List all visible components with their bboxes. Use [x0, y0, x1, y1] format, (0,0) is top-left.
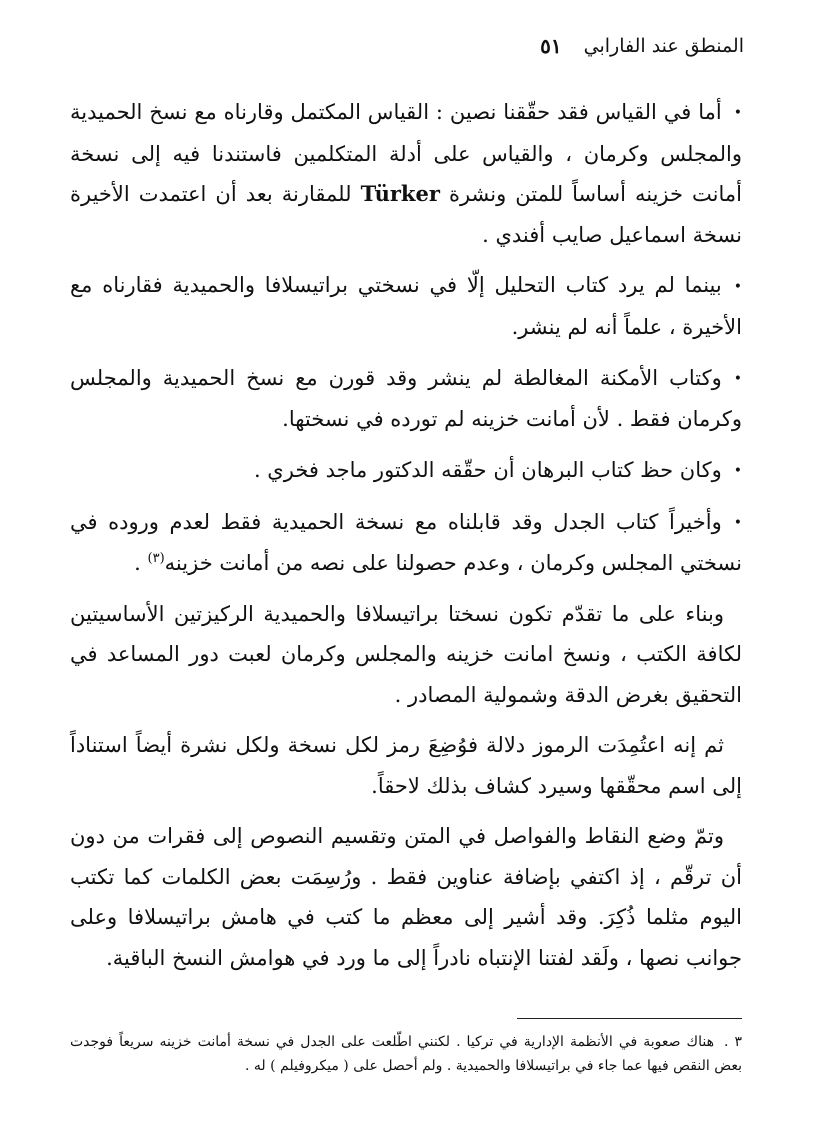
paragraph-text: بينما لم يرد كتاب التحليل إلّا في نسختي براتيسلافا والحميدية فقارناه مع الأخيرة ، علماً أنه لم ينشر.	[70, 273, 742, 339]
paragraph-amkina	[70, 358, 742, 440]
page-number: ٥١	[540, 34, 562, 58]
paragraph-text: وبناء على ما تقدّم تكون نسختا براتيسلافا والحميدية الركيزتين الأساسيتين لكافة الكتب ، ونسخ امانت خزينه والمجلس وكرمان لعبت دور المساعد في التحقيق بغرض الدقة وشمولية المصادر .	[70, 601, 742, 707]
paragraph-punctuation	[70, 816, 742, 978]
paragraph-text: ثم إنه اعتُمِدَت الرموز دلالة فوُضِعَ رمز لكل نسخة ولكل نشرة أيضاً استناداً إلى اسم محقّقها وسيرد كشاف بذلك لاحقاً.	[70, 733, 742, 798]
paragraph-text: وكتاب الأمكنة المغالطة لم ينشر وقد قورن مع نسخ الحميدية والمجلس وكرمان فقط . لأن أمانت خزينه لم تورده في نسختها.	[70, 365, 742, 432]
footnote-number: ٣ .	[723, 1034, 742, 1050]
paragraph-text: وتمّ وضع النقاط والفواصل في المتن وتقسيم النصوص إلى فقرات من دون أن ترقّم ، إذ اكتفي بإضافة عناوين فقط . ورُسِمَت بعض الكلمات كما تكتب اليوم مثلما ذُكِرَ. وقد أشير إلى معظم ما كتب في هامش براتيسلافا وعلى جوانب نصها ، ولَقد لفتنا الإنتباه نادراً إلى ما ورد في هوامش النسخ الباقية.	[70, 824, 742, 970]
main-text	[70, 92, 742, 988]
paragraph-symbols	[70, 725, 742, 806]
paragraph-text-continued: للمقارنة بعد أن اعتمدت الأخيرة نسخة اسماعيل صايب أفندي .	[70, 182, 742, 247]
footnote-text: هناك صعوبة في الأنظمة الإدارية في تركيا . لكنني اطّلعت على الجدل في نسخة أمانت خزينه سريعاً فوجدت بعض النقص فيها عما جاء في براتيسلافا والحميدية . ولم أحصل على ( ميكروفيلم ) له .	[70, 1034, 742, 1074]
paragraph-text: وكان حظ كتاب البرهان أن حقّقه الدكتور ماجد فخري .	[253, 457, 722, 482]
paragraph-qiyas	[70, 92, 742, 255]
paragraph-burhan	[70, 450, 742, 492]
paragraph-text: أما في القياس فقد حقّقنا نصين : القياس المكتمل وقارناه مع نسخ الحميدية والمجلس وكرمان ، والقياس على أدلة المتكلمين فاستندنا فيه إلى نسخة أمانت خزينه أساساً للمتن ونشرة	[70, 100, 742, 207]
latin-name: Türker	[360, 181, 440, 207]
paragraph-text-continued: .	[134, 551, 141, 576]
paragraph-tahlil	[70, 265, 742, 347]
paragraph-text: وأخيراً كتاب الجدل وقد قابلناه مع نسخة الحميدية فقط لعدم وروده في نسختي المجلس وكرمان ، وعدم حصولنا على نصه من أمانت خزينه	[70, 509, 742, 576]
footnote-marker[interactable]: (٣)	[147, 551, 165, 567]
footnote	[70, 1030, 742, 1078]
page-header	[70, 28, 744, 64]
paragraph-jadal	[70, 502, 742, 584]
footnote-separator	[517, 1018, 742, 1019]
paragraph-basis	[70, 594, 742, 716]
running-title: المنطق عند الفارابي	[583, 35, 744, 57]
